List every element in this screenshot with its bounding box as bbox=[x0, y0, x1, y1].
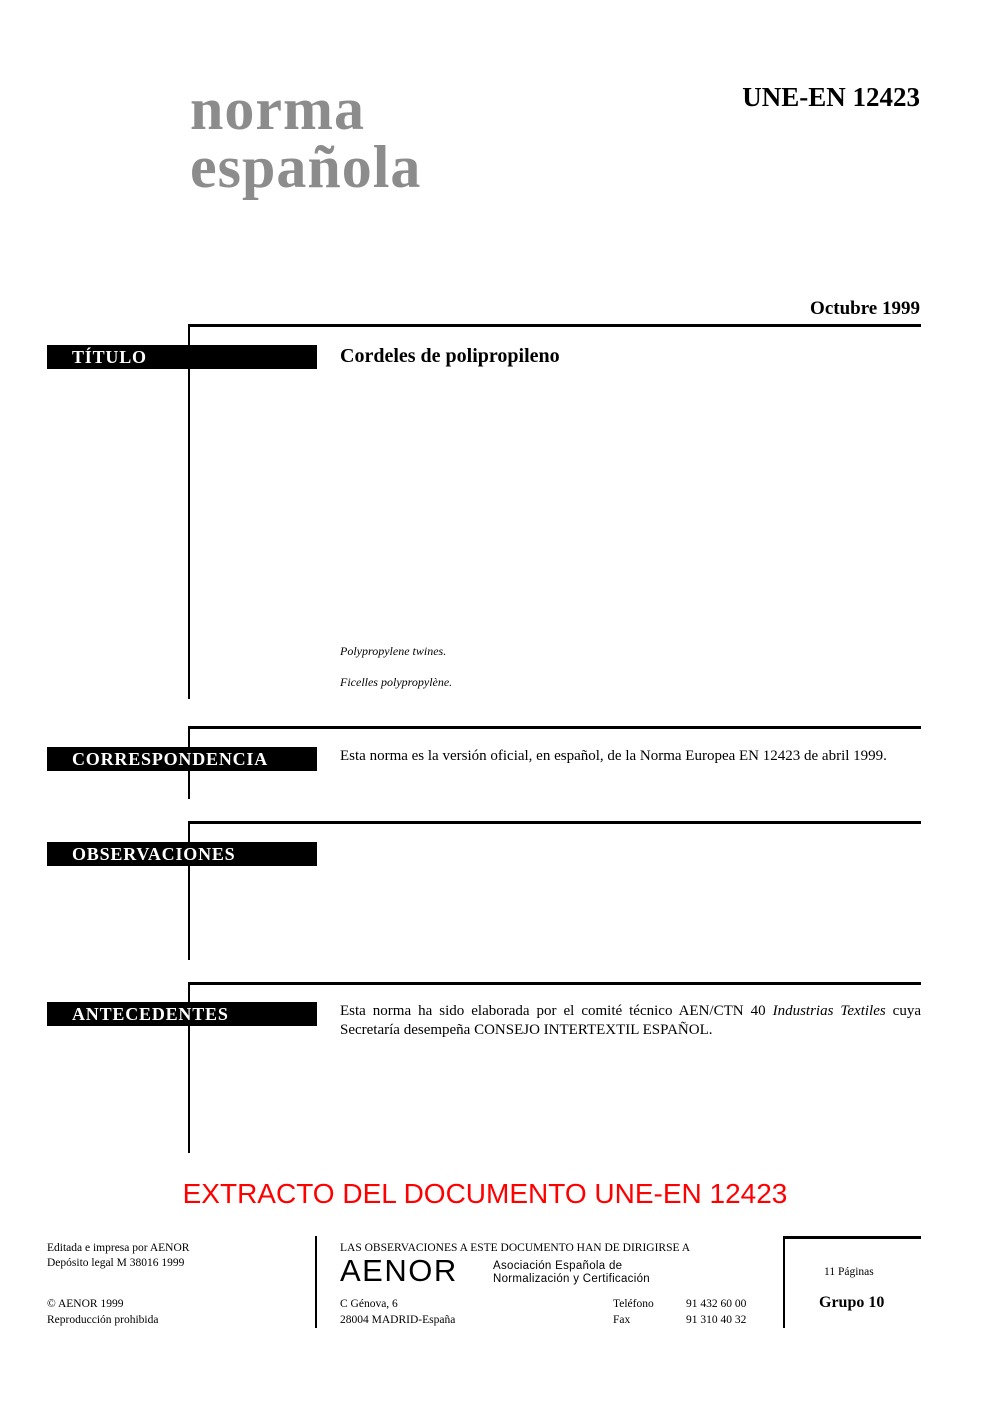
footer-observations-notice: LAS OBSERVACIONES A ESTE DOCUMENTO HAN DE DIRIGIRSE A bbox=[340, 1242, 691, 1254]
antecedentes-top-rule bbox=[188, 982, 921, 985]
footer-phone-label: Teléfono bbox=[613, 1298, 654, 1310]
footer-divider-left bbox=[315, 1236, 317, 1328]
norma-espanola-brand bbox=[190, 76, 422, 200]
footer-fax-label: Fax bbox=[613, 1314, 631, 1326]
observaciones-top-rule bbox=[188, 821, 921, 824]
title-english: Polypropylene twines. bbox=[340, 644, 447, 658]
footer-legal-deposit: Depósito legal M 38016 1999 bbox=[47, 1257, 185, 1269]
standard-code: UNE-EN 12423 bbox=[742, 82, 920, 112]
titulo-top-rule bbox=[188, 324, 921, 327]
correspondencia-top-rule bbox=[188, 726, 921, 729]
correspondencia-text: Esta norma es la versión oficial, en español, de la Norma Europea EN 12423 de abril 1999. bbox=[340, 748, 887, 764]
aenor-full-name-line-2: Normalización y Certificación bbox=[493, 1273, 650, 1285]
titulo-label: TÍTULO bbox=[47, 345, 317, 369]
footer-address-line-1: C Génova, 6 bbox=[340, 1298, 398, 1310]
footer-reproduction: Reproducción prohibida bbox=[47, 1314, 159, 1326]
footer-phone-value: 91 432 60 00 bbox=[686, 1298, 747, 1310]
footer-edited-by: Editada e impresa por AENOR bbox=[47, 1242, 190, 1254]
footer-fax-value: 91 310 40 32 bbox=[686, 1314, 747, 1326]
antecedentes-text bbox=[340, 1002, 921, 1040]
antecedentes-text-part-2: cuya Secretaría desempeña CONSEJO INTERTEXTIL ESPAÑOL. bbox=[340, 1003, 921, 1038]
title-french: Ficelles polypropylène. bbox=[340, 675, 453, 689]
aenor-logo: AENOR bbox=[340, 1253, 458, 1288]
correspondencia-label: CORRESPONDENCIA bbox=[47, 747, 317, 771]
antecedentes-label: ANTECEDENTES bbox=[47, 1002, 317, 1026]
committee-name: Industrias Textiles bbox=[772, 1003, 886, 1019]
aenor-full-name bbox=[493, 1260, 650, 1286]
price-group: Grupo 10 bbox=[819, 1294, 885, 1311]
extract-notice: EXTRACTO DEL DOCUMENTO UNE-EN 12423 bbox=[182, 1178, 788, 1209]
footer-box-top-rule bbox=[783, 1236, 921, 1239]
brand-line-1: norma bbox=[190, 76, 365, 142]
titulo-left-rule bbox=[188, 324, 190, 699]
aenor-full-name-line-1: Asociación Española de bbox=[493, 1260, 623, 1272]
page-count: 11 Páginas bbox=[824, 1266, 874, 1278]
footer-box-left-rule bbox=[783, 1236, 785, 1328]
document-title: Cordeles de polipropileno bbox=[340, 345, 560, 367]
footer-copyright: © AENOR 1999 bbox=[47, 1298, 124, 1310]
footer-address-line-2: 28004 MADRID-España bbox=[340, 1314, 456, 1326]
observaciones-label: OBSERVACIONES bbox=[47, 842, 317, 866]
antecedentes-text-part-1: Esta norma ha sido elaborada por el comité técnico AEN/CTN 40 bbox=[340, 1003, 773, 1019]
publication-date: Octubre 1999 bbox=[810, 298, 920, 319]
brand-line-2: española bbox=[190, 134, 422, 200]
